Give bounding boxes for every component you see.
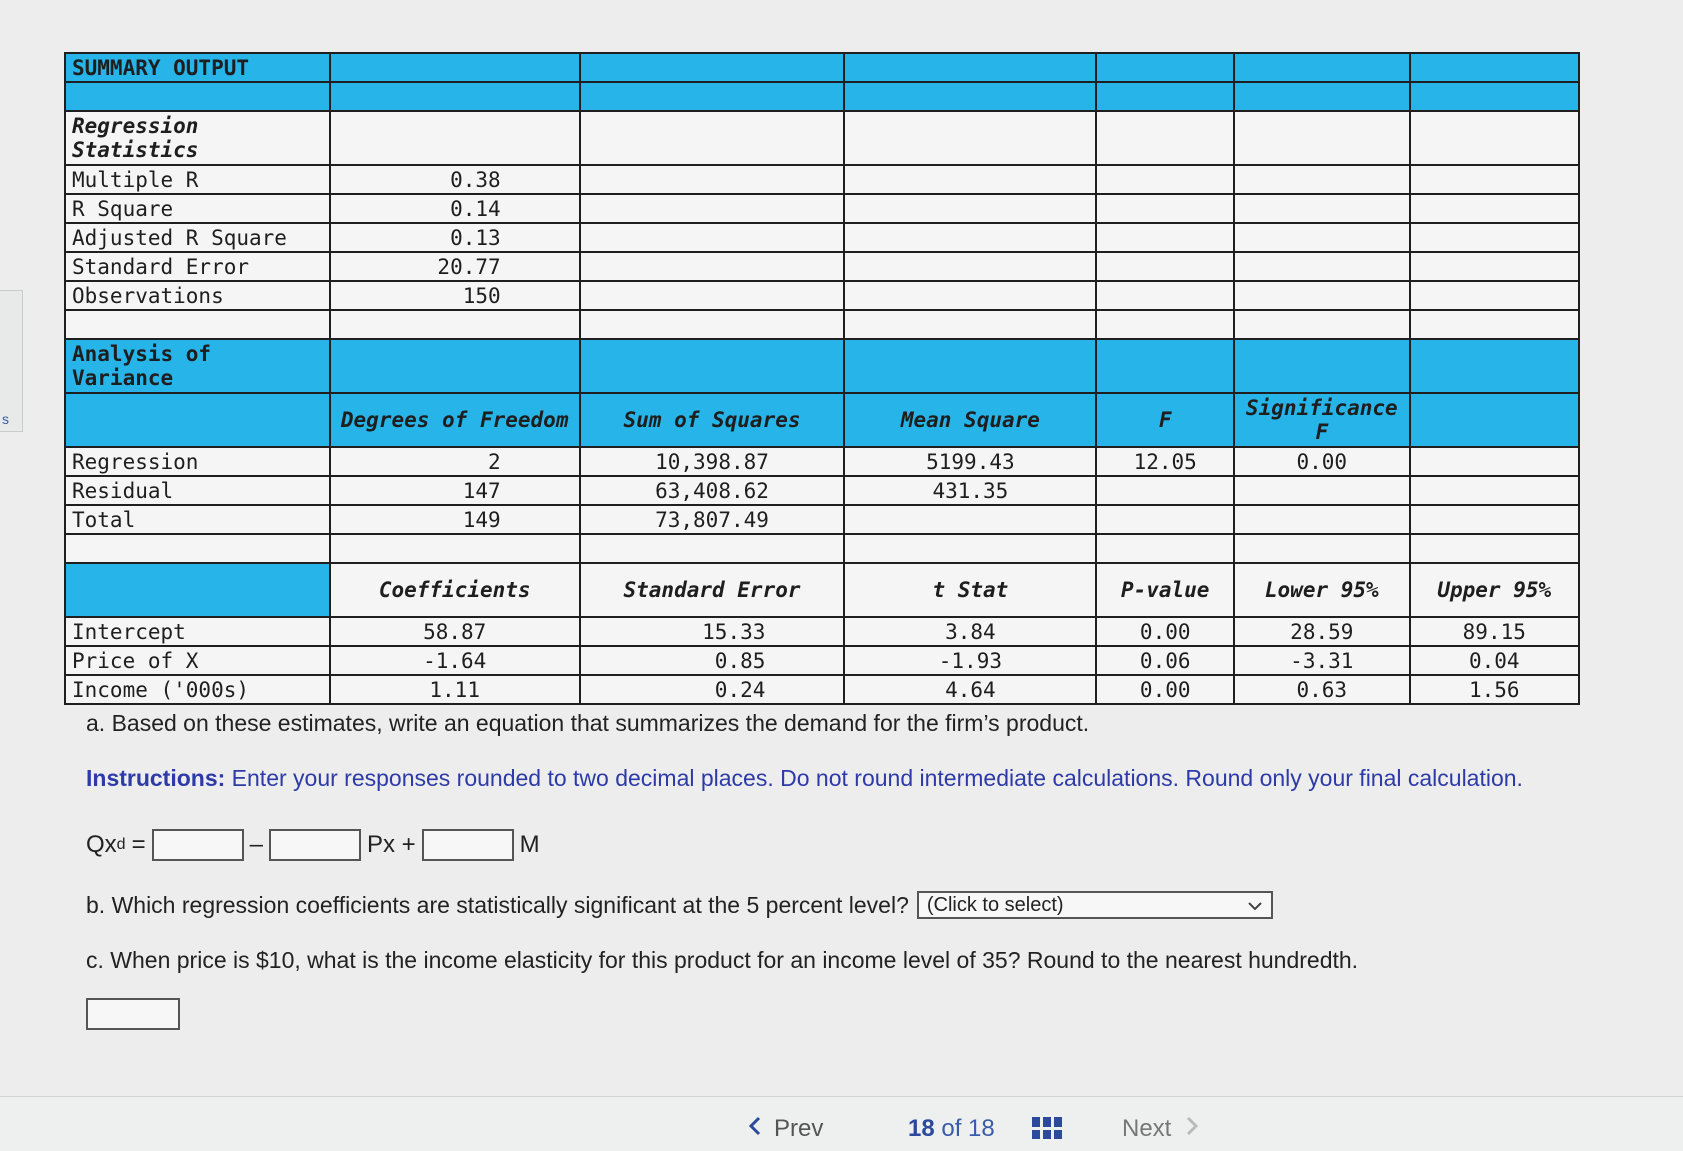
stat-row bbox=[65, 252, 1579, 281]
question-area bbox=[86, 710, 1616, 1030]
anova-ss: 73,807.49 bbox=[580, 505, 845, 534]
coef-row bbox=[65, 646, 1579, 675]
anova-header: Analysis of Variance bbox=[65, 339, 330, 393]
stat-row bbox=[65, 194, 1579, 223]
eq-px: Px + bbox=[366, 831, 416, 858]
page-indicator bbox=[908, 1115, 995, 1143]
left-edge-tabs bbox=[0, 290, 23, 432]
anova-sig: 0.00 bbox=[1234, 447, 1409, 476]
chevron-down-icon bbox=[1247, 894, 1263, 917]
coef-col-lower: Lower 95% bbox=[1234, 563, 1409, 617]
demand-equation bbox=[86, 829, 1616, 861]
anova-df: 2 bbox=[330, 447, 580, 476]
significance-select[interactable] bbox=[917, 891, 1273, 919]
anova-ms bbox=[844, 505, 1096, 534]
anova-col-ms: Mean Square bbox=[844, 393, 1096, 447]
anova-col-sig: Significance F bbox=[1234, 393, 1409, 447]
prev-label: Prev bbox=[774, 1115, 824, 1142]
anova-sig bbox=[1234, 476, 1409, 505]
left-edge-mark: s bbox=[2, 411, 9, 427]
prev-button[interactable] bbox=[748, 1115, 823, 1143]
anova-f bbox=[1096, 476, 1234, 505]
coef-col-coefficients: Coefficients bbox=[330, 563, 580, 617]
stat-value: 0.13 bbox=[330, 223, 580, 252]
elasticity-input[interactable] bbox=[86, 998, 180, 1030]
page-of: of 18 bbox=[941, 1115, 995, 1142]
coef-p: 0.00 bbox=[1096, 617, 1234, 646]
income-coefficient-input[interactable] bbox=[422, 829, 514, 861]
eq-superscript: d bbox=[116, 836, 126, 853]
anova-col-ss: Sum of Squares bbox=[580, 393, 845, 447]
coef-value: -1.64 bbox=[330, 646, 580, 675]
stat-label: Adjusted R Square bbox=[65, 223, 330, 252]
question-c: c. When price is $10, what is the income elasticity for this product for an income level of 35? Round to the nearest hundredth. bbox=[86, 947, 1359, 973]
chevron-right-icon bbox=[1185, 1115, 1199, 1143]
anova-f: 12.05 bbox=[1096, 447, 1234, 476]
anova-sig bbox=[1234, 505, 1409, 534]
instructions bbox=[86, 763, 1616, 793]
anova-row bbox=[65, 476, 1579, 505]
question-a: a. Based on these estimates, write an equation that summarizes the demand for the firm’s product. bbox=[86, 710, 1090, 736]
anova-label: Total bbox=[65, 505, 330, 534]
coef-t: 3.84 bbox=[844, 617, 1096, 646]
coef-label: Price of X bbox=[65, 646, 330, 675]
coef-se: 0.85 bbox=[580, 646, 845, 675]
anova-label: Residual bbox=[65, 476, 330, 505]
significance-select-value: (Click to select) bbox=[926, 893, 1064, 916]
coef-se: 15.33 bbox=[580, 617, 845, 646]
coef-col-upper: Upper 95% bbox=[1410, 563, 1579, 617]
stat-value: 150 bbox=[330, 281, 580, 310]
eq-m: M bbox=[519, 831, 540, 858]
eq-equals: = bbox=[131, 831, 146, 858]
anova-df: 147 bbox=[330, 476, 580, 505]
anova-column-headers bbox=[65, 393, 1579, 447]
coef-label: Intercept bbox=[65, 617, 330, 646]
stat-label: Observations bbox=[65, 281, 330, 310]
anova-df: 149 bbox=[330, 505, 580, 534]
anova-ss: 63,408.62 bbox=[580, 476, 845, 505]
coef-col-p: P-value bbox=[1096, 563, 1234, 617]
anova-label: Regression bbox=[65, 447, 330, 476]
anova-ms: 5199.43 bbox=[844, 447, 1096, 476]
coef-lower: -3.31 bbox=[1234, 646, 1409, 675]
page-current: 18 bbox=[908, 1115, 935, 1142]
stat-label: Standard Error bbox=[65, 252, 330, 281]
anova-ms: 431.35 bbox=[844, 476, 1096, 505]
coef-se: 0.24 bbox=[580, 675, 845, 704]
instructions-label: Instructions: bbox=[86, 765, 226, 791]
anova-col-f: F bbox=[1096, 393, 1234, 447]
coef-p: 0.00 bbox=[1096, 675, 1234, 704]
regression-output-table-wrap bbox=[64, 52, 1580, 705]
stat-row bbox=[65, 165, 1579, 194]
coef-value: 1.11 bbox=[330, 675, 580, 704]
stat-row bbox=[65, 281, 1579, 310]
question-b bbox=[86, 891, 1616, 919]
instructions-text: Enter your responses rounded to two decimal places. Do not round intermediate calculations. Round only your final calculation. bbox=[225, 765, 1523, 791]
coef-label: Income ('000s) bbox=[65, 675, 330, 704]
summary-output-title: SUMMARY OUTPUT bbox=[65, 53, 330, 82]
next-label: Next bbox=[1122, 1115, 1172, 1142]
eq-minus: – bbox=[249, 831, 263, 858]
coef-upper: 89.15 bbox=[1410, 617, 1579, 646]
coef-p: 0.06 bbox=[1096, 646, 1234, 675]
stat-row bbox=[65, 223, 1579, 252]
chevron-left-icon bbox=[748, 1115, 762, 1143]
eq-lhs: Qx bbox=[86, 831, 117, 858]
coef-row bbox=[65, 675, 1579, 704]
stat-value: 0.14 bbox=[330, 194, 580, 223]
intercept-input[interactable] bbox=[152, 829, 244, 861]
stat-label: Multiple R bbox=[65, 165, 330, 194]
coef-upper: 1.56 bbox=[1410, 675, 1579, 704]
next-button[interactable] bbox=[1122, 1115, 1199, 1143]
grid-icon[interactable] bbox=[1032, 1117, 1062, 1139]
coef-col-t: t Stat bbox=[844, 563, 1096, 617]
anova-ss: 10,398.87 bbox=[580, 447, 845, 476]
anova-f bbox=[1096, 505, 1234, 534]
anova-row bbox=[65, 447, 1579, 476]
coef-lower: 28.59 bbox=[1234, 617, 1409, 646]
navigation-footer bbox=[0, 1096, 1683, 1151]
coef-value: 58.87 bbox=[330, 617, 580, 646]
coef-lower: 0.63 bbox=[1234, 675, 1409, 704]
question-b-text: b. Which regression coefficients are statistically significant at the 5 percent level? bbox=[86, 891, 909, 918]
regression-output-table bbox=[64, 52, 1580, 705]
stat-label: R Square bbox=[65, 194, 330, 223]
coef-t: 4.64 bbox=[844, 675, 1096, 704]
coef-row bbox=[65, 617, 1579, 646]
price-coefficient-input[interactable] bbox=[269, 829, 361, 861]
coef-column-headers bbox=[65, 563, 1579, 617]
anova-col-df: Degrees of Freedom bbox=[330, 393, 580, 447]
stat-value: 0.38 bbox=[330, 165, 580, 194]
coef-col-se: Standard Error bbox=[580, 563, 845, 617]
coef-t: -1.93 bbox=[844, 646, 1096, 675]
regression-statistics-header: Regression Statistics bbox=[65, 111, 330, 165]
coef-upper: 0.04 bbox=[1410, 646, 1579, 675]
stat-value: 20.77 bbox=[330, 252, 580, 281]
anova-row bbox=[65, 505, 1579, 534]
